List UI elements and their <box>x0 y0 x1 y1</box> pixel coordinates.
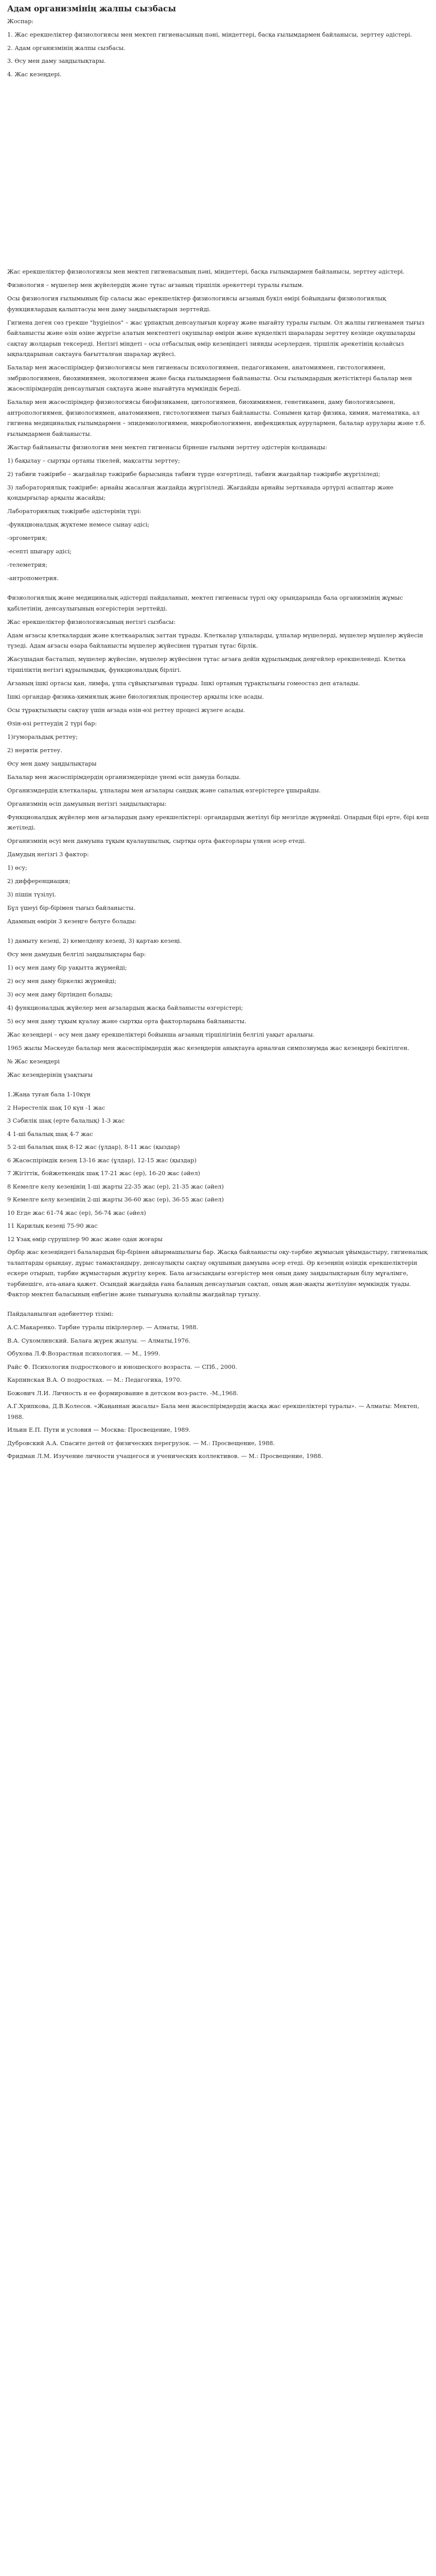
reference-item: Карпинская В.А. О подростках. — М.: Педагогика, 1970. <box>7 1377 182 1383</box>
age-period-item: 11 Қарилық кезеңі 75-90 жас <box>7 1223 98 1229</box>
body-paragraph: Функционалдық жүйелер мен ағзалардың даму ерекшеліктері: органдардың жетілуі бір мезгілде жүрмейді. Олардың бірі ерте, бірі кеш жетіледі. <box>7 814 429 831</box>
body-paragraph: -телеметрия; <box>7 562 48 568</box>
plan-item: 1. Жас ерекшеліктер физиологиясы мен мектеп гигиенасының пәні, міндеттері, басқа ғылымдармен байланысы, зерттеу әдістері. <box>7 31 412 38</box>
body-paragraph: -есепті шығару әдісі; <box>7 548 72 555</box>
body-paragraph: Өсу мен даму заңдылықтары <box>7 760 97 767</box>
body-paragraph: Организмнің өсуі мен дамуына тұқым қуалаушылық, сыртқы орта факторлары үлкен әсер етеді. <box>7 838 306 844</box>
body-paragraph: Балалар мен жасөспірімдердің организмдерінде үнемі өсіп дамуда болады. <box>7 773 241 781</box>
spacer <box>7 1083 429 1090</box>
body-paragraph: Жас ерекшеліктер физиологиясының негізгі сызбасы: <box>7 618 176 625</box>
body-paragraph: 1) өсу мен даму бір уақытта жүрмейді; <box>7 964 127 971</box>
plan-section <box>7 16 429 80</box>
body-paragraph: Ішкі органдар физика-химиялық және биологиялық процестер арқылы іске асады. <box>7 693 264 700</box>
references-section <box>7 1309 429 1462</box>
body-paragraph: Бұл үшеуі бір-бірімен тығыз байланысты. <box>7 905 135 911</box>
body-paragraph: 5) өсу мен даму тұқым қуалау және сыртқы орта факторларына байланысты. <box>7 1018 247 1025</box>
reference-item: Обухова Л.Ф.Возрастная психология. — М., 1999. <box>7 1350 161 1357</box>
body-paragraph: 1) өсу; <box>7 865 27 871</box>
body-paragraph: -эргометрия; <box>7 535 47 541</box>
closing-paragraph: Әрбір жас кезеңіндегі балалардың бір-бірінен айырмашылығы бар. Жасқа байланысты оқу-тәрбие жұмысын ұйымдастыру, гигиеналық талаптарды орындау, дұрыс тамақтандыру, денсаулықты сақтау оқушының дамуына әсер етеді. Әр кезеңнің өзіндік ерекшеліктерін ескере отырып, тәрбие жұмыстарын жүргізу керек. Бала ағзасындағы өзгерістер мен оның даму заңдылықтарын білу мұғалімге, тәрбиешіге, ата-анаға қажет. Осындай жағдайда ғана баланың денсаулығын сақтап, оның жан-жақты жетілуіне мүмкіндік туады. Фактор мектеп баласының еңбегіне және тынығуына қолайлы жағдайлар туғызу. <box>7 1249 428 1298</box>
body-paragraph: Осы тұрақтылықты сақтау үшін ағзада өзін-өзі реттеу процесі жүзеге асады. <box>7 706 245 714</box>
body-paragraph: Физиология – мүшелер мен жүйелердің және тұтас ағзаның тіршілік әрекеттері туралы ғылым. <box>7 282 304 289</box>
plan-item: 3. Өсу мен даму заңдылықтары. <box>7 58 106 64</box>
body-paragraph: Дамудың негізгі 3 фактор: <box>7 851 89 858</box>
reference-item: Райс Ф. Психология подросткового и юношеского возраста. — СПб., 2000. <box>7 1363 237 1370</box>
body-paragraph: Өсу мен дамудың белгілі заңдылықтары бар: <box>7 951 146 958</box>
body-paragraph: -функционалдық жүктеме немесе сынау әдісі; <box>7 521 150 528</box>
body-paragraph: Жасушадан басталып, мүшелер жүйесіне, мүшелер жүйесінен тұтас ағзаға дейін құрылымдық деңгейлер ерекшеленеді. Клетка тіршіліктің негізгі құрылымдық, функционалдық бірлігі. <box>7 656 406 673</box>
plan-item: 4. Жас кезеңдері. <box>7 71 62 78</box>
body-paragraph: 1) дамыту кезеңі, 2) кемелдену кезеңі, 3) қартаю кезеңі. <box>7 938 182 944</box>
reference-item: В.А. Сухомлинский. Балаға жүрек жылуы. — Алматы,1976. <box>7 1337 190 1344</box>
page-title: Адам организмінің жалпы сызбасы <box>7 4 176 13</box>
age-period-item: 7 Жігіттік, бойжеткендік шақ 17-21 жас (ер), 16-20 жас (әйел) <box>7 1170 200 1177</box>
body-paragraph: № Жас кезеңдері <box>7 1058 60 1065</box>
body-paragraph: Жастар байланысты физиология мен мектеп гигиенасы бірнеше ғылыми зерттеу әдістерін қолданады: <box>7 444 327 451</box>
body-paragraph: Жас кезеңдері – өсу мен даму ерекшеліктері бойынша ағзаның тіршілігінің белгілі уақыт аралығы. <box>7 1031 315 1038</box>
body-paragraph: 3) пішін түзілуі. <box>7 891 56 898</box>
body-paragraph: Осы физиология ғылымының бір саласы жас ерекшеліктер физиологиясы ағзаның букіл өмірі бойындағы физиологиялық функциялардың қалыптасуы мен даму заңдылықтарын зерттейді. <box>7 295 387 313</box>
body-paragraph: 4) функционалдық жүйелер мен ағзалардың жасқа байланысты өзгерістері; <box>7 1005 243 1011</box>
spacer <box>7 930 429 936</box>
body-paragraph: 2) өсу мен даму біркелкі жүрмейді; <box>7 978 117 985</box>
age-period-item: 10 Егде жас 61-74 жас (ер), 56-74 жас (әйел) <box>7 1209 146 1216</box>
body-paragraph: Физиологиялық және медициналық әдістерді пайдаланып, мектеп гигиенасы түрлі оқу орындарында бала организмінің жұмыс қабілетінің, денсаулығының өзгерістерін зерттейді. <box>7 595 403 612</box>
age-period-item: 2 Нәрестелік шақ 10 күн -1 жас <box>7 1104 106 1111</box>
body-section <box>7 267 429 1081</box>
age-period-item: 5 2-ші балалық шақ 8-12 жас (ұлдар), 8-11 жас (қыздар) <box>7 1144 180 1150</box>
reference-item: Дубровский А.А. Спасите детей от физических перегрузок. — М.: Просвещение, 1988. <box>7 1439 275 1447</box>
body-paragraph: Өзін-өзі реттеудің 2 түрі бар: <box>7 720 97 727</box>
body-paragraph: 2) нервтік реттеу. <box>7 747 62 754</box>
body-paragraph: Организмнің өсіп дамуының негізгі заңдылықтары: <box>7 800 167 807</box>
reference-item: Ильин Е.П. Пути и условия — Москва: Просвещение, 1989. <box>7 1427 191 1433</box>
body-paragraph: 2) табиғи тәжірибе – жағдайлар тәжірибе барысында табиғи түрде өзгертіледі, табиғи жағдайлар тәжірибе жүргізіледі; <box>7 470 380 478</box>
body-paragraph: Ағзаның ішкі ортасы қан, лимфа, ұлпа сұйықтығынан тұрады. Ішкі ортаның тұрақтылығы гомеостаз деп аталады. <box>7 680 360 687</box>
body-paragraph: 3) өсу мен даму біртіндеп болады; <box>7 991 113 998</box>
body-paragraph: 1965 жылы Мәскеуде балалар мен жасөспірімдердің жас кезеңдерін анықтауға арналған симпозиумда жас кезеңдері бекітілген. <box>7 1045 409 1052</box>
body-paragraph: Адам ағзасы клеткалардан және клеткааралық заттан тұрады. Клеткалар ұлпаларды, ұлпалар мүшелерді, мүшелер мүшелер жүйесін түзеді. Адам ағзасы өзара байланысты мүшелер жүйесінен тұратын тұтас бірлік. <box>7 632 423 649</box>
age-period-item: 3 Сәбилік шақ (ерте балалық) 1-3 жас <box>7 1117 125 1124</box>
blank-space <box>7 82 429 267</box>
body-paragraph: Организмдердің клеткалары, ұлпалары мен ағзалары сандық және сапалық өзгерістерге ұшырайды. <box>7 787 321 794</box>
body-paragraph: -антропометрия. <box>7 575 59 582</box>
body-paragraph: Балалар мен жасөспірімдер физиологиясы мен гигиенасы психологиямен, педагогикамен, анатомиямен, гистологиямен, эмбриологиямен, биохимиямен, экологиямен және басқа ғылымдармен байланысты. Осы ғылымдардың жетістіктері балалар мен жасөспірімдердің денсаулығын сақтауға және нығайтуға мүмкіндік береді. <box>7 364 412 392</box>
plan-heading: Жоспар: <box>7 18 34 25</box>
body-paragraph: Жас кезеңдерінің ұзақтығы <box>7 1072 93 1078</box>
body-paragraph: Лабораториялық тәжірибе әдістерінің түрі: <box>7 508 142 515</box>
body-paragraph: 1) бақылау – сыртқы ортаны тікелей, мақсатты зерттеу; <box>7 457 180 464</box>
age-period-item: 1.Жаңа туған бала 1-10күн <box>7 1091 91 1098</box>
plan-item: 2. Адам организмінің жалпы сызбасы. <box>7 44 126 52</box>
reference-item: А.С.Макаренко. Тәрбие туралы пікірлерлер. — Алматы, 1988. <box>7 1324 198 1331</box>
body-paragraph: Жас ерекшеліктер физиологиясы мен мектеп гигиенасының пәні, міндеттері, басқа ғылымдармен байланысы, зерттеу әдістері. <box>7 268 405 275</box>
spacer <box>7 587 429 593</box>
age-period-item: 12 Ұзақ өмір сүрушілер 90 жас және одан жоғары <box>7 1235 163 1243</box>
body-paragraph: 1)гуморальдық реттеу; <box>7 733 78 740</box>
age-periods-list <box>7 1090 429 1245</box>
body-paragraph: 2) дифференциация; <box>7 878 71 885</box>
body-paragraph: Гигиена деген сөз грекше "hygieinos" – жас ұрпақтың денсаулығын қорғау және нығайту туралы ғылым. Ол жалпы гигиенамен тығыз байланысты және өзін өзіне жүргізе алатын мектептегі оқушылар өмірін және күнделікті шараларды зерттеу кезінде оқушыларды сақтау жолдарын тексереді. Негізгі міндеті – осы отбасылық өмір кезеңіндегі зиянды әсерлерден, тіршілік әрекетінің қолайсыз ықпалдарынан сақтауға бағытталған шаралар жүйесі. <box>7 319 425 358</box>
age-period-item: 6 Жасөспірімдік кезең 13-16 жас (ұлдар), 12-15 жас (қыздар) <box>7 1157 197 1164</box>
body-paragraph: Адамның өмірін 3 кезеңге бөлуге болады: <box>7 918 137 925</box>
body-paragraph: Балалар мен жасөспірімдер физиологиясы биофизикамен, цитологиямен, биохимиямен, генетикамен, даму биологиясымен, антропологиямен, физиологиямен, анатомиямен, гистологиямен тығыз байланысты. Сонымен қатар физика, химия, математика, ал гигиена медициналық ғылымдармен – эпидемиологиямен, микробиологиямен, инфекциялық аурулармен, балалар аурулары және т.б. ғылымдармен байланысты. <box>7 399 426 437</box>
age-period-item: 4 1-ші балалық шақ 4-7 жас <box>7 1130 93 1138</box>
spacer <box>7 1303 429 1309</box>
age-period-item: 9 Кемелге келу кезеңінің 2-ші жарты 36-60 жас (ер), 36-55 жас (әйел) <box>7 1196 224 1203</box>
reference-item: Фридман Л.М. Изучение личности учащегося и ученических коллективов. — М.: Просвещение, 1988. <box>7 1453 323 1460</box>
body-paragraph: 3) лабораториялық тәжірибе: арнайы жасалған жағдайда жүргізіледі. Жағдайды арнайы зертханада әртүрлі аспаптар және қондырғылар арқылы жасайды; <box>7 484 394 501</box>
reference-item: Божович Л.И. Личность и ее формирование в детском воз-расте. -М.,1968. <box>7 1389 238 1397</box>
age-period-item: 8 Кемелге келу кезеңінің 1-ші жарты 22-35 жас (ер), 21-35 жас (әйел) <box>7 1183 224 1190</box>
references-heading: Пайдаланылған әдебиеттер тізімі: <box>7 1311 114 1317</box>
reference-item: А.Г.Хрипкова, Д.В.Колесов. «Жаңаннан жасалы» Бала мен жасөспірімдердің жасқа жас ерекшеліктері туралы». — Алматы: Мектеп, 1988. <box>7 1403 420 1420</box>
